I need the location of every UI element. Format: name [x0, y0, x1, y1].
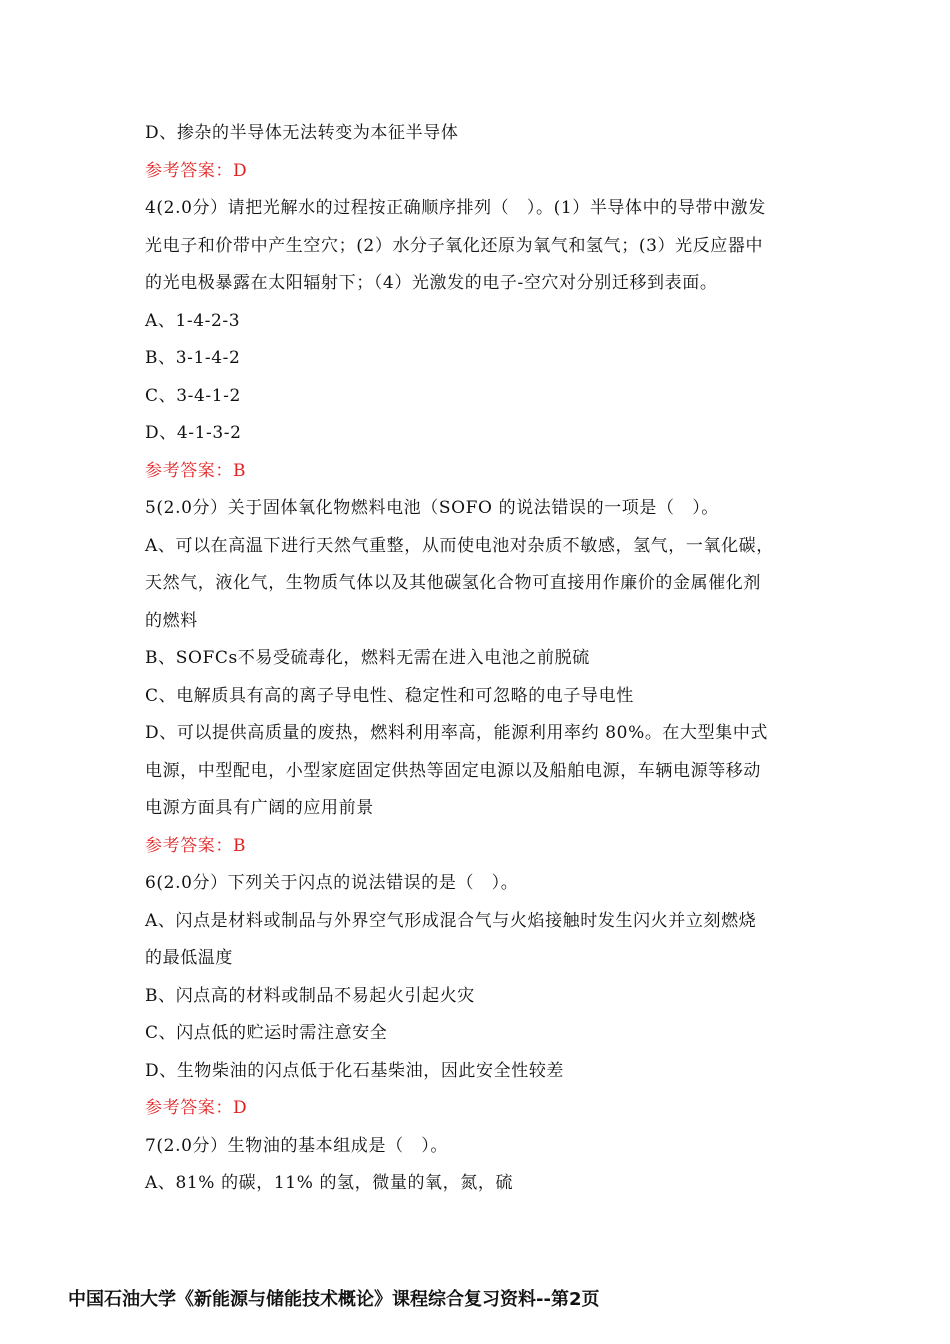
option-line: D、4-1-3-2: [145, 423, 242, 443]
option-line: D、生物柴油的闪点低于化石基柴油，因此安全性较差: [145, 1060, 565, 1081]
answer-line: 参考答案：B: [145, 835, 247, 856]
question-line: 的光电极暴露在太阳辐射下；（4）光激发的电子-空穴对分别迁移到表面。: [145, 273, 718, 293]
option-line: D、掺杂的半导体无法转变为本征半导体: [145, 123, 459, 143]
answer-line: 参考答案：B: [145, 460, 247, 481]
option-line: B、3-1-4-2: [145, 348, 241, 368]
option-line: 的最低温度: [145, 948, 233, 968]
option-line: 电源，中型配电，小型家庭固定供热等固定电源以及船舶电源，车辆电源等移动: [145, 760, 761, 781]
document-body: [145, 115, 815, 1203]
option-line: B、SOFCs不易受硫毒化，燃料无需在进入电池之前脱硫: [145, 648, 590, 668]
option-line: 的燃料: [145, 610, 198, 631]
option-line: B、闪点高的材料或制品不易起火引起火灾: [145, 985, 475, 1006]
question-line: 5(2.0分）关于固体氧化物燃料电池（SOFO 的说法错误的一项是（ ）。: [145, 498, 719, 518]
option-line: C、3-4-1-2: [145, 385, 241, 406]
question-line: 光电子和价带中产生空穴；(2）水分子氧化还原为氧气和氢气；(3）光反应器中: [145, 235, 764, 256]
option-line: A、可以在高温下进行天然气重整，从而使电池对杂质不敏感，氢气，一氧化碳，: [145, 535, 774, 556]
question-line: 4(2.0分）请把光解水的过程按正确顺序排列（ ）。(1）半导体中的导带中激发: [145, 198, 766, 218]
option-line: C、闪点低的贮运时需注意安全: [145, 1023, 388, 1043]
option-line: A、81% 的碳，11% 的氢，微量的氧，氮，硫: [145, 1173, 514, 1193]
option-line: 天然气，液化气，生物质气体以及其他碳氢化合物可直接用作廉价的金属催化剂: [145, 573, 761, 593]
page-footer: 中国石油大学《新能源与储能技术概论》课程综合复习资料--第2页: [68, 1289, 600, 1310]
option-line: A、1-4-2-3: [145, 310, 241, 331]
answer-line: 参考答案：D: [145, 160, 248, 181]
question-line: 7(2.0分）生物油的基本组成是（ ）。: [145, 1135, 448, 1156]
question-line: 6(2.0分）下列关于闪点的说法错误的是（ ）。: [145, 873, 519, 893]
option-line: 电源方面具有广阔的应用前景: [145, 798, 374, 818]
option-line: C、电解质具有高的离子导电性、稳定性和可忽略的电子导电性: [145, 685, 634, 706]
option-line: A、闪点是材料或制品与外界空气形成混合气与火焰接触时发生闪火并立刻燃烧: [145, 910, 757, 931]
answer-line: 参考答案：D: [145, 1098, 248, 1118]
option-line: D、可以提供高质量的废热，燃料利用率高，能源利用率约 80%。在大型集中式: [145, 723, 769, 743]
